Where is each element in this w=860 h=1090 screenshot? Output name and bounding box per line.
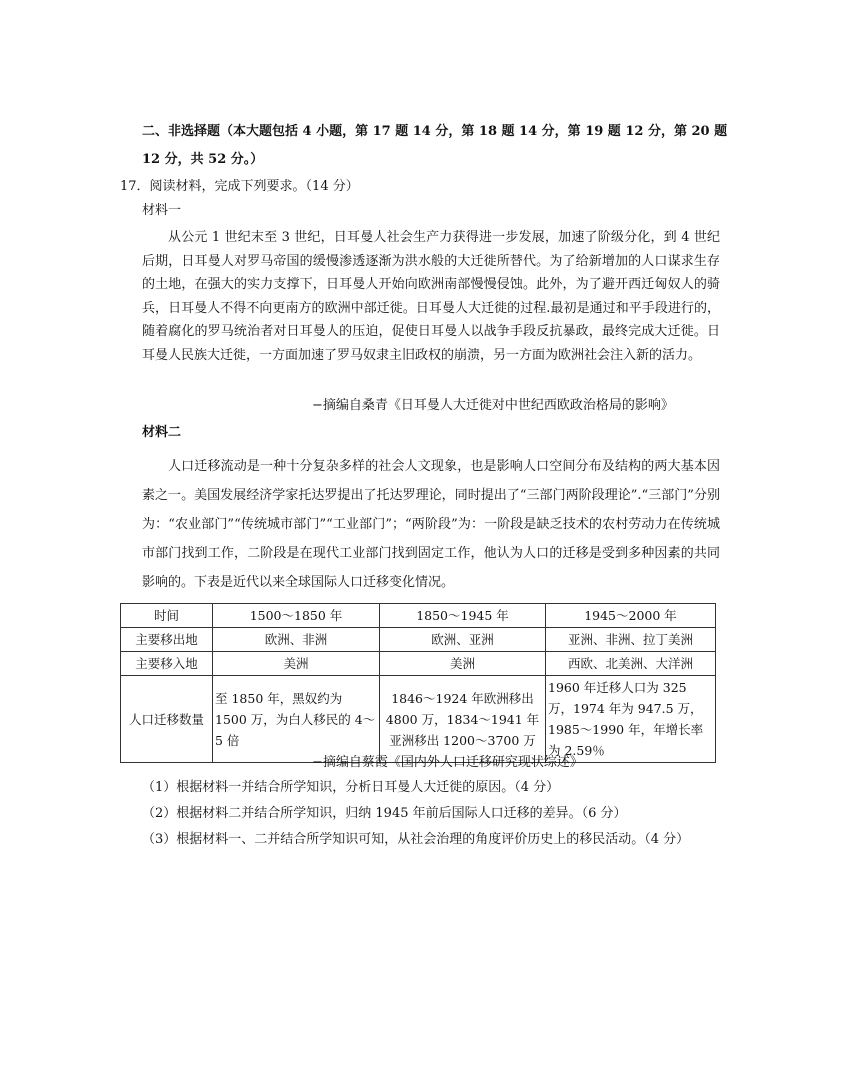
material-1-label: 材料一 <box>142 203 182 218</box>
table-cell: 1846～1924 年欧洲移出 4800 万，1834～1941 年亚洲移出 1200～3700 万 <box>380 676 546 763</box>
table-header-cell: 1500～1850 年 <box>213 604 380 628</box>
table-cell: 欧洲、非洲 <box>213 628 380 652</box>
table-cell: 至 1850 年，黑奴约为 1500 万，为白人移民的 4～5 倍 <box>213 676 380 763</box>
table-header-cell: 1850～1945 年 <box>380 604 546 628</box>
table-row <box>121 652 716 676</box>
migration-table <box>120 603 716 763</box>
table-cell: 人口迁移数量 <box>121 676 213 763</box>
table-header-row <box>121 604 716 628</box>
sub-question-3: （3）根据材料一、二并结合所学知识可知，从社会治理的角度评价历史上的移民活动。（4 分） <box>142 832 690 847</box>
sub-question-2: （2）根据材料二并结合所学知识，归纳 1945 年前后国际人口迁移的差异。（6 分） <box>142 806 627 821</box>
table-cell: 亚洲、非洲、拉丁美洲 <box>546 628 716 652</box>
table-cell: 西欧、北美洲、大洋洲 <box>546 652 716 676</box>
table-cell: 美洲 <box>213 652 380 676</box>
table-cell: 主要移入地 <box>121 652 213 676</box>
material-2-label: 材料二 <box>142 425 182 440</box>
table-row <box>121 628 716 652</box>
table-header-cell: 1945～2000 年 <box>546 604 716 628</box>
question-17-title: 17．阅读材料，完成下列要求。（14 分） <box>120 179 359 194</box>
table-header-cell: 时间 <box>121 604 213 628</box>
sub-question-1: （1）根据材料一并结合所学知识，分析日耳曼人大迁徙的原因。（4 分） <box>142 780 560 795</box>
material-1-source: −摘编自桑青《日耳曼人大迁徙对中世纪西欧政治格局的影响》 <box>312 398 674 413</box>
table-cell: 欧洲、亚洲 <box>380 628 546 652</box>
material-1-text: 从公元 1 世纪末至 3 世纪，日耳曼人社会生产力获得进一步发展，加速了阶级分化，到 4 世纪后期，日耳曼人对罗马帝国的缓慢渗透逐渐为洪水般的大迁徙所替代。为了给新增加的人口谋求生存的土地，在强大的实力支撑下，日耳曼人开始向欧洲南部慢慢侵蚀。此外，为了避开西迁匈奴人的骑兵，日耳曼人不得不向更南方的欧洲中部迁徙。日耳曼人大迁徙的过程.最初是通过和平手段进行的，随着腐化的罗马统治者对日耳曼人的压迫，促使日耳曼人以战争手段反抗暴政，最终完成大迁徙。日耳曼人民族大迁徙，一方面加速了罗马奴隶主旧政权的崩溃，另一方面为欧洲社会注入新的活力。 <box>142 230 720 363</box>
table-cell: 美洲 <box>380 652 546 676</box>
material-2-text: 人口迁移流动是一种十分复杂多样的社会人文现象，也是影响人口空间分布及结构的两大基本因素之一。美国发展经济学家托达罗提出了托达罗理论，同时提出了“三部门两阶段理论”.“三部门”分别为：“农业部门”“传统城市部门”“工业部门”；“两阶段”为：一阶段是缺乏技术的农村劳动力在传统城市部门找到工作，二阶段是在现代工业部门找到固定工作，他认为人口的迁移是受到多种因素的共同影响的。下表是近代以来全球国际人口迁移变化情况。 <box>142 459 720 590</box>
table-cell: 1960 年迁移人口为 325 万，1974 年为 947.5 万，1985～1990 年，年增长率为 2.59％ <box>546 676 716 763</box>
table-row <box>121 676 716 763</box>
table-cell: 主要移出地 <box>121 628 213 652</box>
section-heading: 二、非选择题（本大题包括 4 小题，第 17 题 14 分，第 18 题 14 分，第 19 题 12 分，第 20 题 12 分，共 52 分。） <box>142 124 728 167</box>
material-2-source: −摘编自蔡霞《国内外人口迁移研究现状综述》 <box>312 755 583 770</box>
